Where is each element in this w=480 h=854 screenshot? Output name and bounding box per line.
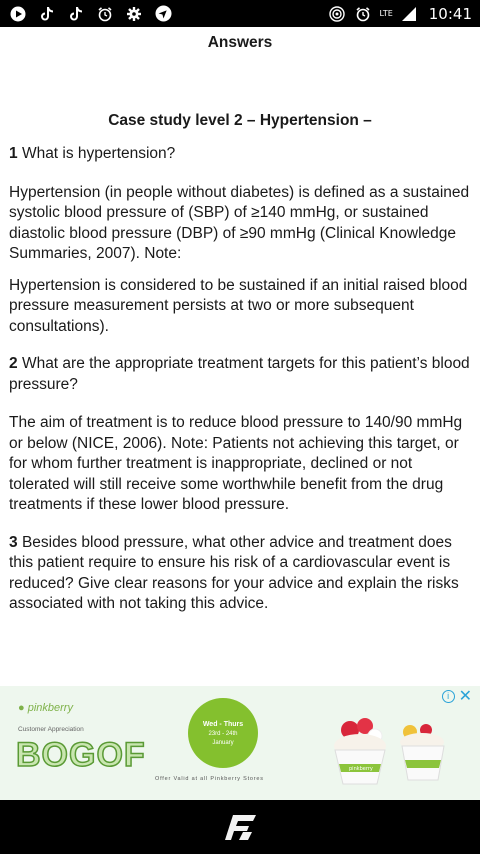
alarm-icon <box>95 4 115 24</box>
navigation-icon <box>153 4 173 24</box>
ad-badge-month: January <box>212 740 234 746</box>
question-number: 1 <box>9 145 18 162</box>
case-study-title: Case study level 2 – Hypertension – <box>108 112 372 129</box>
ad-date-badge <box>188 698 258 768</box>
bottom-bar <box>0 800 480 854</box>
question-text: What is hypertension? <box>21 145 176 162</box>
ad-tagline: Customer Appreciation <box>18 726 84 733</box>
question-text: What are the appropriate treatment targets for this patient’s blood pressure? <box>9 355 470 393</box>
signal-icon <box>399 4 419 24</box>
hotspot-icon <box>327 4 347 24</box>
question-1 <box>9 144 471 165</box>
ad-offer-title: BOGOF <box>16 736 146 774</box>
answer-content <box>9 112 471 633</box>
ad-offer-note: Offer Valid at all Pinkberry Stores <box>155 776 264 782</box>
tiktok-icon <box>66 4 86 24</box>
alarm-icon <box>353 4 373 24</box>
ad-badge-days: Wed - Thurs <box>202 721 244 728</box>
page-title: Answers <box>207 34 273 51</box>
app-logo-icon[interactable] <box>222 812 258 842</box>
clock: 10:41 <box>428 4 472 23</box>
ad-cup-label: pinkberry <box>349 766 373 772</box>
status-bar <box>0 0 480 27</box>
ad-controls <box>442 690 472 703</box>
question-3 <box>9 533 471 615</box>
frozen-yogurt-cup-icon <box>394 716 454 786</box>
question-2 <box>9 354 471 395</box>
question-number: 3 <box>9 533 18 551</box>
tiktok-icon <box>37 4 57 24</box>
ad-badge-dates: 23rd - 24th <box>208 731 238 737</box>
ad-brand-icon: ● <box>18 702 25 714</box>
ad-banner[interactable] <box>0 686 480 800</box>
answer-paragraph: Hypertension is considered to be sustained if an initial raised blood pressure measurement persists at two or more subsequent consultations). <box>9 276 468 335</box>
frozen-yogurt-cup-icon <box>325 708 395 788</box>
question-number: 2 <box>9 355 18 372</box>
answer-paragraph: The aim of treatment is to reduce blood pressure to 140/90 mmHg or below (NICE, 2006). Note: Patients not achieving this target, or for whom further treatment is inappropriate, declined or not tolerated will still receive some worthwhile benefit from the drug treatments if these lower blood pressure. <box>9 414 463 513</box>
ad-brand-logo: ● pinkberry <box>18 702 73 714</box>
network-type: LTE <box>379 8 393 18</box>
gear-icon <box>124 4 144 24</box>
ad-choices-icon[interactable]: i <box>442 690 455 703</box>
answer-paragraph: Hypertension (in people without diabetes) is defined as a sustained systolic blood pressure of (SBP) of ≥140 mmHg, or sustained diastolic blood pressure (DBP) of ≥90 mmHg (Clinical Knowledge Summaries, 2007). Note: <box>9 183 470 262</box>
question-text: Besides blood pressure, what other advice and treatment does this patient require to ensure his risk of a cardiovascular event is reduced? Give clear reasons for your advice and explain the risks associated with not taking this advice. <box>9 533 459 612</box>
ad-close-button[interactable]: ✕ <box>458 688 472 705</box>
play-icon <box>8 4 28 24</box>
